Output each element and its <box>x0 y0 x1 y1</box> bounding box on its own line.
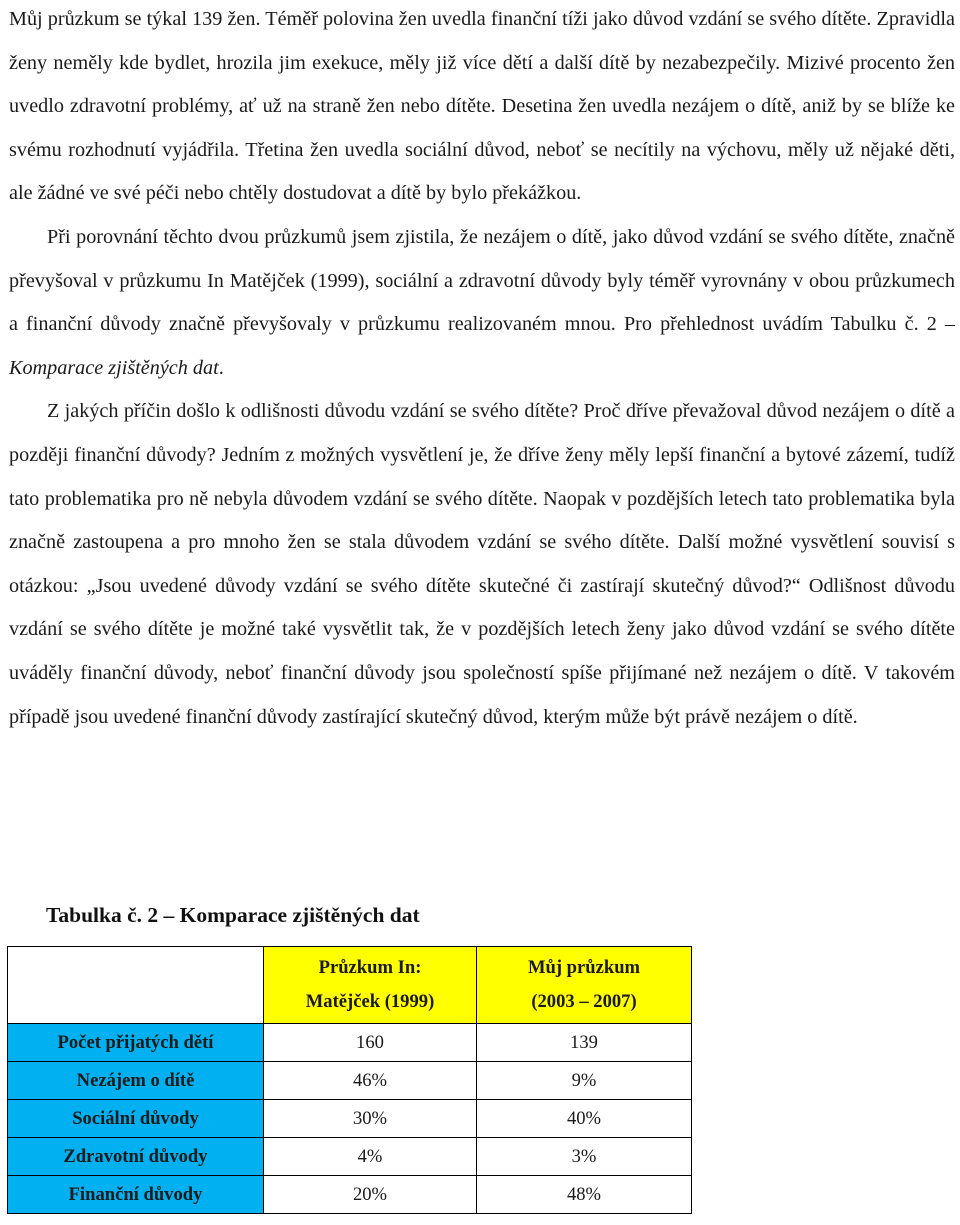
row-value-study-1: 30% <box>264 1100 477 1138</box>
table-caption: Tabulka č. 2 – Komparace zjištěných dat <box>46 903 420 927</box>
row-label: Zdravotní důvody <box>8 1138 264 1176</box>
row-value-study-2: 40% <box>477 1100 692 1138</box>
table-row <box>8 1062 692 1100</box>
header-study-1-line1: Průzkum In: <box>318 957 422 978</box>
header-study-2-line1: Můj průzkum <box>527 957 641 978</box>
header-study-1-line2: Matějček (1999) <box>305 991 435 1012</box>
paragraph-2 <box>9 216 955 390</box>
row-value-study-1: 46% <box>264 1062 477 1100</box>
row-value-study-2: 3% <box>477 1138 692 1176</box>
table-row <box>8 1100 692 1138</box>
table-header-row <box>8 947 692 1024</box>
comparison-table <box>7 946 692 1214</box>
table-reference: Komparace zjištěných dat <box>9 356 219 379</box>
body-text <box>9 0 955 739</box>
row-value-study-1: 160 <box>264 1024 477 1062</box>
row-label: Nezájem o dítě <box>8 1062 264 1100</box>
row-value-study-1: 4% <box>264 1138 477 1176</box>
paragraph-2-text: Při porovnání těchto dvou průzkumů jsem zjistila, že nezájem o dítě, jako důvod vzdání se svého dítěte, značně převyšoval v průzkumu In Matějček (1999), sociální a zdravotní důvody byly téměř vyrovnány v obou průzkumech a finanční důvody značně převyšovaly v průzkumu realizovaném mnou. Pro přehlednost uvádím Tabulku č. 2 – <box>9 225 955 336</box>
row-value-study-2: 9% <box>477 1062 692 1100</box>
row-label: Finanční důvody <box>8 1176 264 1214</box>
table-row <box>8 1176 692 1214</box>
header-study-2 <box>477 947 692 1024</box>
row-label: Počet přijatých dětí <box>8 1024 264 1062</box>
header-empty-cell <box>8 947 264 1024</box>
row-value-study-1: 20% <box>264 1176 477 1214</box>
row-value-study-2: 48% <box>477 1176 692 1214</box>
row-label: Sociální důvody <box>8 1100 264 1138</box>
header-study-1 <box>264 947 477 1024</box>
row-value-study-2: 139 <box>477 1024 692 1062</box>
paragraph-1: Můj průzkum se týkal 139 žen. Téměř polovina žen uvedla finanční tíži jako důvod vzdání se svého dítěte. Zpravidla ženy neměly kde bydlet, hrozila jim exekuce, měly již více dětí a další dítě by nezabezpečily. Mizivé procento žen uvedlo zdravotní problémy, ať už na straně žen nebo dítěte. Desetina žen uvedla nezájem o dítě, aniž by se blíže ke svému rozhodnutí vyjádřila. Třetina žen uvedla sociální důvod, neboť se necítily na výchovu, měly už nějaké děti, ale žádné ve své péči nebo chtěly dostudovat a dítě by bylo překážkou. <box>9 8 955 205</box>
paragraph-2-end: . <box>218 356 224 379</box>
header-study-2-line2: (2003 – 2007) <box>531 991 637 1012</box>
paragraph-3: Z jakých příčin došlo k odlišnosti důvodu vzdání se svého dítěte? Proč dříve převažoval důvod nezájem o dítě a později finanční důvody? Jedním z možných vysvětlení je, že dříve ženy měly lepší finanční a bytové zázemí, tudíž tato problematika pro ně nebyla důvodem vzdání se svého dítěte. Naopak v pozdějších letech tato problematika byla značně zastoupena a pro mnoho žen se stala důvodem vzdání se svého dítěte. Další možné vysvětlení souvisí s otázkou: „Jsou uvedené důvody vzdání se svého dítěte skutečné či zastírají skutečný důvod?“ Odlišnost důvodu vzdání se svého dítěte je možné také vysvětlit tak, že v pozdějších letech ženy jako důvod vzdání se svého dítěte uváděly finanční důvody, neboť finanční důvody jsou společností spíše přijímané než nezájem o dítě. V takovém případě jsou uvedené finanční důvody zastírající skutečný důvod, kterým může být právě nezájem o dítě. <box>9 400 955 728</box>
table-row <box>8 1138 692 1176</box>
table-row <box>8 1024 692 1062</box>
